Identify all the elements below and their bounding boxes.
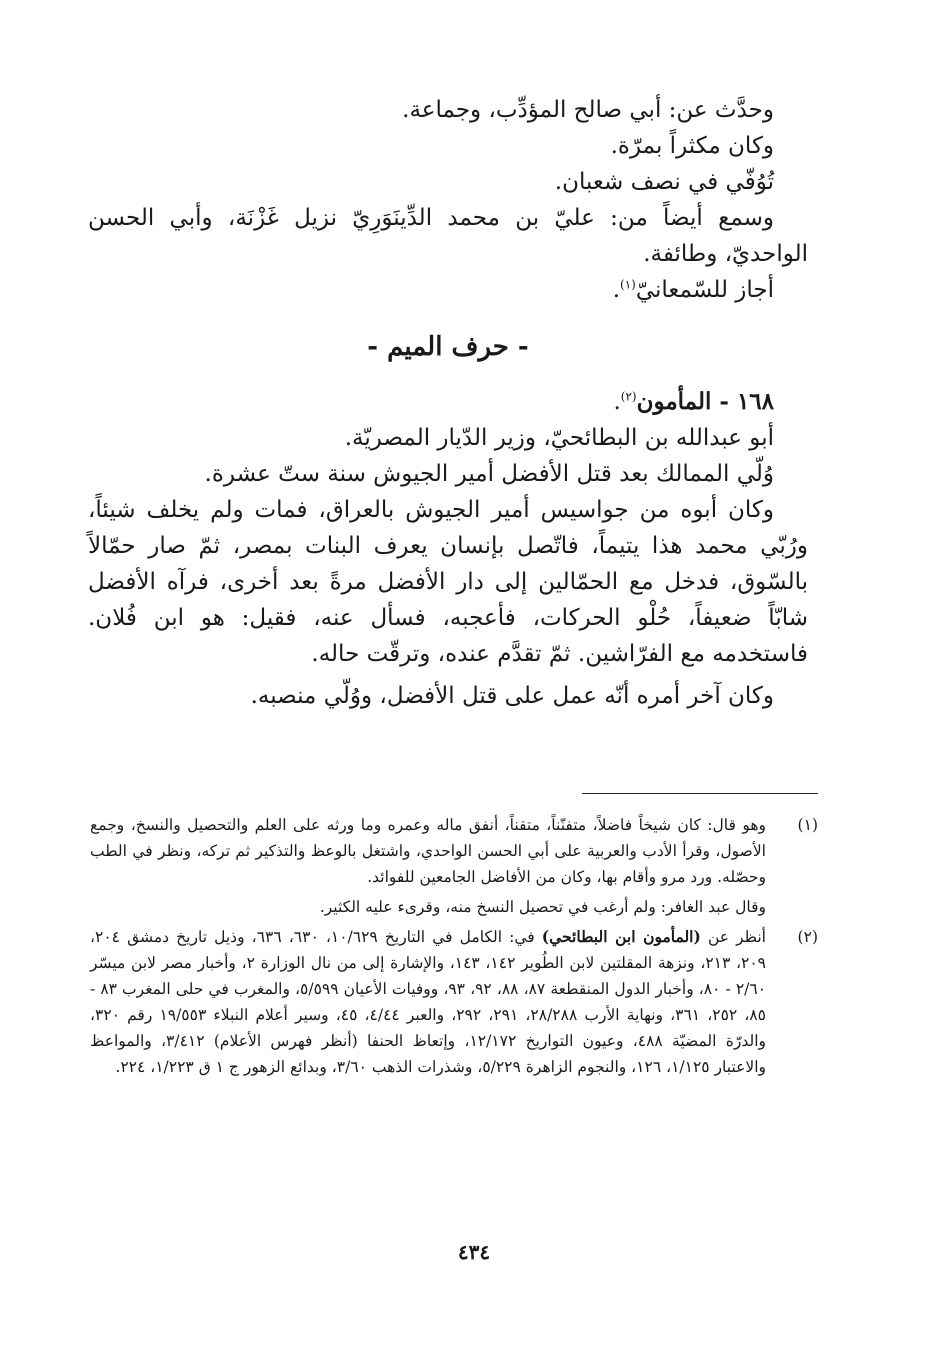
- entry-title: ١٦٨ - المأمون: [636, 388, 774, 415]
- text-line: وكان مكثراً بمرّة.: [610, 133, 774, 159]
- text-line: وحدَّث عن: أبي صالح المؤدِّب، وجماعة.: [402, 97, 774, 123]
- page-number: ٤٣٤: [457, 1240, 491, 1264]
- section-heading: - حرف الميم -: [367, 332, 529, 362]
- footnote-subject: (المأمون ابن البطائحي): [541, 927, 701, 946]
- footnote-lead: أنظر عن: [707, 928, 766, 946]
- text-line-content: أجاز للسّمعانيّ: [635, 277, 774, 303]
- entry-paragraph: أبو عبدالله بن البطائحيّ، وزير الدّيار المصريّة.: [344, 425, 774, 451]
- text-line: وسمع أيضاً من: عليّ بن محمد الدِّينَوَرِيّ نزيل غَزْنَة، وأبي الحسن الواحديّ، وطائفة.: [88, 205, 808, 267]
- footnotes: [90, 812, 818, 1084]
- line-end: .: [612, 277, 621, 303]
- footnote-number: (١): [797, 816, 818, 834]
- text-line: تُوُفّي في نصف شعبان.: [554, 169, 774, 195]
- entry-paragraph: وكان أبوه من جواسيس أمير الجيوش بالعراق، فمات ولم يخلف شيئاً، ورُبّي محمد هذا يتيماً، فاتّصل بإنسان يعرف البنات بمصر، ثمّ صار حمّالاً بالسّوق، فدخل مع الحمّالين إلى دار الأفضل مرةً بعد أخرى، فرآه الأفضل شابّاً ضعيفاً، حُلْو الحركات، فأعجبه، فسأل عنه، فقيل: هو ابن فُلان. فاستخدمه مع الفرّاشين. ثمّ تقدَّم عنده، وترقّت حاله.: [88, 497, 808, 667]
- entry-header: [88, 384, 808, 420]
- footnote-ref: (١): [620, 277, 636, 292]
- footnote-ref: (٢): [620, 389, 637, 404]
- entry-paragraph: وكان آخر أمره أنّه عمل على قتل الأفضل، ووُلّي منصبه.: [250, 683, 774, 709]
- main-text: [88, 92, 808, 714]
- footnote-divider: [582, 793, 818, 794]
- footnote-text: وقال عبد الغافر: ولم أرغب في تحصيل النسخ منه، وقرىء عليه الكثير.: [319, 898, 766, 916]
- text-line: [88, 272, 808, 308]
- footnote: [90, 812, 818, 920]
- footnote-number: (٢): [797, 928, 818, 946]
- footnote-sources: في: الكامل في التاريخ ١٠/٦٢٩، ٦٣٠، ٦٣٦، وذيل تاريخ دمشق ٢٠٤، ٢٠٩، ٢١٣، ونزهة المقلتين لابن الطُوير ١٤٢، ١٤٣، والإشارة إلى من نال الوزارة ٢، وأخبار مصر لابن ميسّر ٢/٦٠ - ٨٠، وأخبار الدول المنقطعة ٨٧، ٨٨، ٩٢، ٩٣، ووفيات الأعيان ٥/٥٩٩، والمغرب في حلى المغرب ٨٣ - ٨٥، ٢٥٢، ٣٦١، ونهاية الأرب ٢٨/٢٨٨، ٢٩١، ٢٩٢، والعبر ٤/٤٤، ٤٥، وسير أعلام النبلاء ١٩/٥٥٣ رقم ٣٢٠، والدرّة المضيّة ٤٨٨، وعيون التواريخ ١٢/١٧٢، وإتعاظ الحنفا (أنظر فهرس الأعلام) ٣/٤١٢، والمواعظ والاعتبار ١/١٢٥، ١٢٦، والنجوم الزاهرة ٥/٢٢٩، وشذرات الذهب ٣/٦٠، وبدائع الزهور ج ١ ق ١/٢٢٣، ٢٢٤.: [90, 928, 767, 1076]
- footnote-text: وهو قال: كان شيخاً فاضلاً، متفنّناً، متقناً، أنفق ماله وعمره وما ورثه على العلم والتحصيل والنسخ، وجمع الأصول، وقرأ الأدب والعربية على أبي الحسن الواحدي، واشتغل بالوعظ والتذكير ثم تركه، ونظر في الطب وحصّله. ورد مرو وأقام بها، وكان من الأفاضل الجامعين للفوائد.: [90, 816, 766, 886]
- footnote-text: [90, 924, 766, 1080]
- footnote: [90, 924, 818, 1080]
- entry-end: .: [613, 389, 621, 415]
- entry-paragraph: وُلّي الممالك بعد قتل الأفضل أمير الجيوش سنة ستّ عشرة.: [204, 461, 774, 487]
